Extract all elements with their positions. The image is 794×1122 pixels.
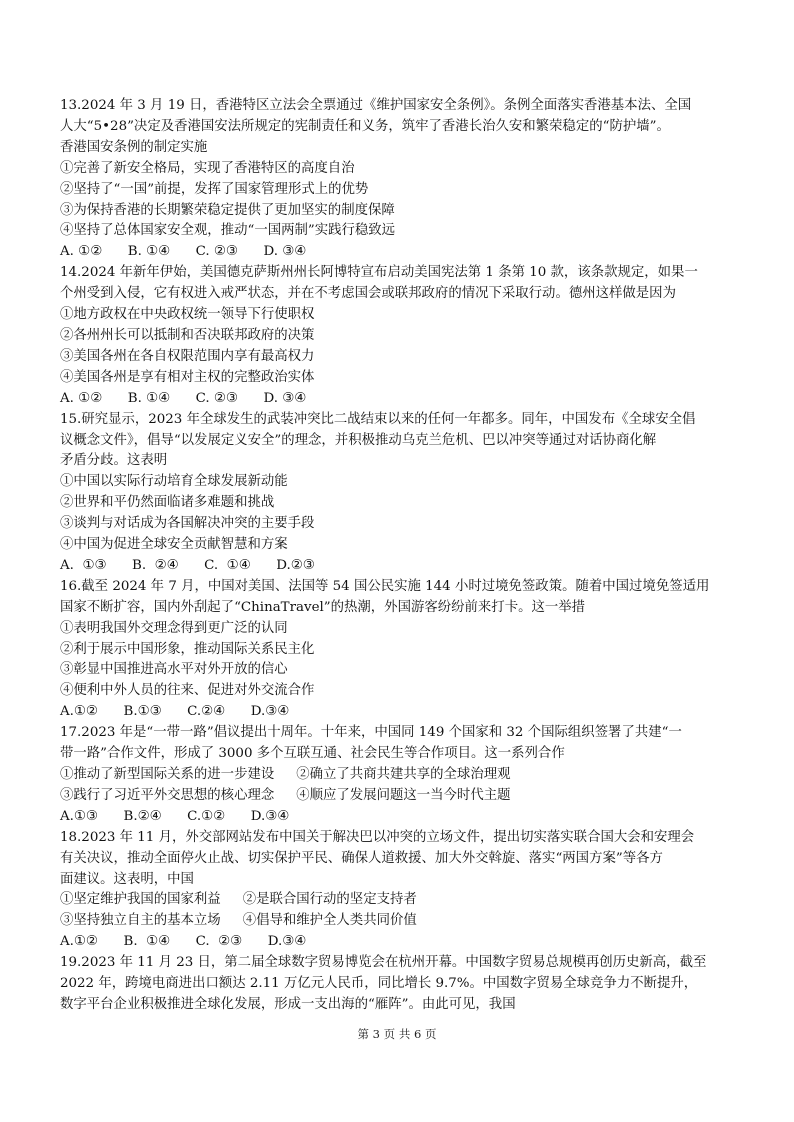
question-16: [60, 577, 748, 723]
statement-item: ③美国各州在各自权限范围内享有最高权力: [60, 348, 315, 364]
question-stem-line: 14.2024 年新年伊始，美国德克萨斯州州长阿博特宣布启动美国宪法第 1 条第 10 款，该条款规定，如果一: [60, 265, 698, 281]
statement-item: ④倡导和维护全人类共同价值: [242, 913, 417, 929]
statement-item: ②世界和平仍然面临诸多难题和挑战: [60, 495, 275, 511]
question-stem-line: 16.截至 2024 年 7 月，中国对美国、法国等 54 国公民实施 144 小时过境免签政策。随着中国过境免签适用: [60, 578, 710, 594]
statement-item: ②各州州长可以抵制和否决联邦政府的决策: [60, 327, 315, 343]
question-stem-line: 议概念文件》，倡导“以发展定义安全”的理念，并积极推动乌克兰危机、巴以冲突等通过对话协商化解: [60, 432, 657, 448]
question-stem-line: 矛盾分歧。这表明: [60, 453, 168, 469]
question-stem-line: 有关决议，推动全面停火止战、切实保护平民、确保人道救援、加大外交斡旋、落实“两国方案”等各方: [60, 850, 663, 866]
statement-item: ④坚持了总体国家安全观，推动“一国两制”实践行稳致远: [60, 223, 396, 239]
question-13: [60, 96, 748, 263]
answer-options: A. ①③ B. ②④ C. ①④ D.②③: [60, 557, 315, 573]
statement-item: ①坚定维护我国的国家利益: [60, 892, 221, 908]
statement-item: ④顺应了发展问题这一当今时代主题: [296, 787, 511, 803]
question-stem-line: 18.2023 年 11 月，外交部网站发布中国关于解决巴以冲突的立场文件，提出切实落实联合国大会和安理会: [60, 829, 695, 845]
statement-item: ①完善了新安全格局，实现了香港特区的高度自治: [60, 160, 355, 176]
statement-item: ①地方政权在中央政权统一领导下行使职权: [60, 307, 315, 323]
statement-item: ④美国各州是享有相对主权的完整政治实体: [60, 369, 315, 385]
statement-item: ③践行了习近平外交思想的核心理念: [60, 787, 275, 803]
statement-item: ③谈判与对话成为各国解决冲突的主要手段: [60, 516, 315, 532]
statement-item: ②是联合国行动的坚定支持者: [242, 892, 417, 908]
statement-item: ③彰显中国推进高水平对外开放的信心: [60, 662, 288, 678]
question-15: [60, 410, 748, 577]
statement-item: ①中国以实际行动培育全球发展新动能: [60, 474, 288, 490]
question-stem-line: 13.2024 年 3 月 19 日，香港特区立法会全票通过《维护国家安全条例》。条例全面落实香港基本法、全国: [60, 98, 692, 113]
answer-options: A.①② B. ①④ C. ②③ D.③④: [60, 934, 307, 950]
question-stem-line: 17.2023 年是“一带一路”倡议提出十周年。十年来，中国同 149 个国家和 32 个国际组织签署了共建“一: [60, 725, 682, 741]
statement-item: ③坚持独立自主的基本立场: [60, 913, 221, 929]
statement-item: ②坚持了“一国”前提，发挥了国家管理形式上的优势: [60, 181, 369, 197]
answer-options: A. ①② B. ①④ C. ②③ D. ③④: [60, 244, 307, 260]
page-footer: 第 3 页 共 6 页: [357, 1027, 437, 1041]
question-stem-line: 国家不断扩容，国内外刮起了“ChinaTravel”的热潮，外国游客纷纷前来打卡。这一举措: [60, 599, 586, 615]
statement-item: ②确立了共商共建共享的全球治理观: [296, 767, 511, 782]
question-stem-line: 15.研究显示，2023 年全球发生的武装冲突比二战结束以来的任何一年都多。同年，中国发布《全球安全倡: [60, 411, 696, 427]
statement-item: ③为保持香港的长期繁荣稳定提供了更加坚实的制度保障: [60, 202, 395, 218]
statement-pair-row: [60, 765, 748, 786]
statement-pair-row: [60, 911, 748, 932]
answer-options: A.①③ B.②④ C.①② D.③④: [60, 808, 290, 824]
statement-item: ①推动了新型国际关系的进一步建设: [60, 767, 275, 782]
question-stem-line: 2022 年，跨境电商进出口额达 2.11 万亿元人民币，同比增长 9.7%。中国数字贸易全球竞争力不断提升，: [60, 976, 698, 992]
question-stem-line: 人大“5•28”决定及香港国安法所规定的宪制责任和义务，筑牢了香港长治久安和繁荣稳定的“防护墙”。: [60, 118, 670, 134]
statement-pair-row: [60, 786, 748, 807]
question-17: [60, 723, 748, 828]
question-18: [60, 828, 748, 953]
exam-page: [60, 96, 748, 1016]
question-stem-line: 数字平台企业积极推进全球化发展，形成一支出海的“雁阵”。由此可见，我国: [60, 996, 516, 1012]
statement-item: ①表明我国外交理念得到更广泛的认同: [60, 620, 288, 636]
question-stem-line: 香港国安条例的制定实施: [60, 139, 208, 155]
question-stem-line: 个州受到入侵，它有权进入戒严状态，并在不考虑国会或联邦政府的情况下采取行动。德州这样做是因为: [60, 286, 676, 302]
answer-options: A.①② B.①③ C.②④ D.③④: [60, 704, 290, 720]
question-stem-line: 带一路”合作文件，形成了 3000 多个互联互通、社会民生等合作项目。这一系列合作: [60, 746, 565, 762]
statement-pair-row: [60, 890, 748, 911]
answer-options: A. ①② B. ①④ C. ②③ D. ③④: [60, 390, 307, 406]
statement-item: ④中国为促进全球安全贡献智慧和方案: [60, 537, 288, 553]
question-stem-line: 19.2023 年 11 月 23 日，第二届全球数字贸易博览会在杭州开幕。中国数字贸易总规模再创历史新高，截至: [60, 955, 707, 971]
question-stem-line: 面建议。这表明，中国: [60, 871, 194, 887]
question-19: [60, 953, 748, 1016]
question-14: [60, 263, 748, 409]
statement-item: ④便利中外人员的往来、促进对外交流合作: [60, 683, 315, 699]
statement-item: ②利于展示中国形象，推动国际关系民主化: [60, 641, 315, 657]
